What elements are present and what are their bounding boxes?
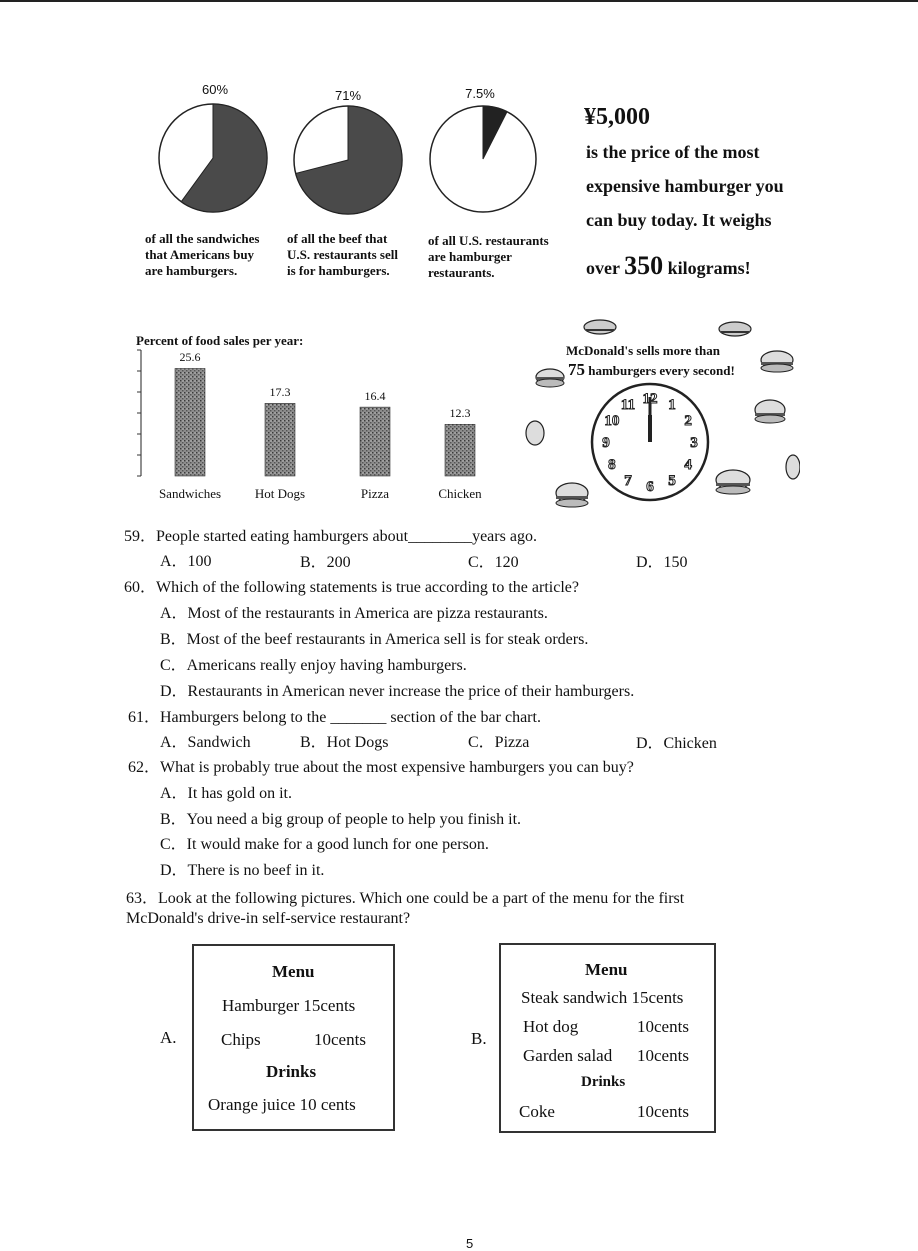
clock-number: 4 bbox=[684, 457, 692, 473]
clock-illustration bbox=[515, 315, 800, 515]
pie-2-caption-line: U.S. restaurants sell bbox=[287, 247, 398, 262]
pie-3 bbox=[426, 102, 540, 216]
clock-number: 6 bbox=[646, 479, 654, 495]
menu-b-item-2-price: 10cents bbox=[637, 1017, 689, 1036]
bar-value-label: 12.3 bbox=[449, 406, 471, 421]
hamburger-icon bbox=[719, 322, 751, 336]
mcd-number: 75 bbox=[568, 360, 585, 379]
hamburger-icon bbox=[556, 483, 588, 507]
question-63-line-1: 63．Look at the following pictures. Which one could be a part of the menu for the first bbox=[126, 890, 685, 907]
q59-option-a[interactable]: A．100 bbox=[160, 553, 212, 570]
pie-2-percent: 71% bbox=[334, 88, 362, 103]
q60-option-a[interactable]: A．Most of the restaurants in America are pizza restaurants. bbox=[160, 605, 548, 622]
bar-sandwiches bbox=[175, 368, 205, 476]
menu-a-letter[interactable]: A. bbox=[160, 1028, 177, 1047]
q60-option-b[interactable]: B．Most of the beef restaurants in America sell is for steak orders. bbox=[160, 631, 589, 648]
menu-b-letter[interactable]: B. bbox=[471, 1029, 487, 1048]
bar-chart-bars bbox=[175, 368, 475, 476]
pie-1 bbox=[155, 100, 271, 216]
q62-option-b[interactable]: B．You need a big group of people to help you finish it. bbox=[160, 811, 522, 828]
q62-option-d[interactable]: D．There is no beef in it. bbox=[160, 862, 325, 879]
menu-b-item-1: Steak sandwich 15cents bbox=[521, 988, 684, 1007]
menu-a-box[interactable] bbox=[192, 944, 395, 1131]
pie-3-caption-line: restaurants. bbox=[428, 265, 495, 280]
q61-option-a[interactable]: A．Sandwich bbox=[160, 734, 251, 751]
menu-a-drinks-heading: Drinks bbox=[266, 1062, 317, 1081]
hamburger-icon bbox=[716, 470, 750, 494]
menu-b-drinks-heading: Drinks bbox=[581, 1074, 626, 1090]
question-60: 60．Which of the following statements is true according to the article? bbox=[124, 579, 579, 596]
menu-b-item-4-name: Coke bbox=[519, 1102, 555, 1121]
price-line-4 bbox=[586, 249, 751, 285]
q61-option-b[interactable]: B．Hot Dogs bbox=[300, 734, 389, 751]
hamburger-icon bbox=[761, 351, 793, 372]
menu-b-item-3-price: 10cents bbox=[637, 1046, 689, 1065]
bar-category-label: Chicken bbox=[438, 486, 482, 501]
pie-1-caption bbox=[145, 231, 259, 279]
q59-option-b[interactable]: B．200 bbox=[300, 554, 351, 571]
menu-b-item-2-name: Hot dog bbox=[523, 1017, 579, 1036]
mcd-line-2-text: hamburgers every second! bbox=[585, 363, 735, 378]
mcd-line-1: McDonald's sells more than bbox=[566, 343, 720, 358]
menu-b-item-3-name: Garden salad bbox=[523, 1046, 613, 1065]
clock-number: 3 bbox=[690, 435, 698, 451]
top-border bbox=[0, 0, 918, 2]
pie-1-percent: 60% bbox=[201, 82, 229, 97]
q60-option-c[interactable]: C．Americans really enjoy having hamburgers. bbox=[160, 657, 467, 674]
hamburger-icon bbox=[755, 400, 785, 423]
q59-option-d[interactable]: D．150 bbox=[636, 554, 688, 571]
pie-3-caption-line: of all U.S. restaurants bbox=[428, 233, 549, 248]
bar-category-label: Hot Dogs bbox=[254, 486, 306, 501]
q60-option-d[interactable]: D．Restaurants in American never increase the price of their hamburgers. bbox=[160, 683, 635, 700]
pie-1-caption-line: of all the sandwiches bbox=[145, 231, 260, 246]
menu-a-title: Menu bbox=[272, 962, 315, 981]
pie-1-caption-line: are hamburgers. bbox=[145, 263, 238, 278]
q62-option-c[interactable]: C．It would make for a good lunch for one person. bbox=[160, 836, 489, 853]
clock-number: 8 bbox=[608, 457, 616, 473]
bar-chicken bbox=[445, 424, 475, 476]
menu-b-box[interactable] bbox=[499, 943, 716, 1133]
bar-chart-ticks bbox=[137, 350, 141, 476]
bar-category-label: Sandwiches bbox=[158, 486, 222, 501]
pie-2-caption-line: is for hamburgers. bbox=[287, 263, 390, 278]
hamburger-icon bbox=[526, 421, 544, 445]
price-line-4-post: kilograms! bbox=[663, 258, 751, 278]
pie-2 bbox=[290, 102, 406, 218]
bar-value-label: 17.3 bbox=[269, 385, 291, 400]
menu-b-title: Menu bbox=[585, 960, 628, 979]
question-63-line-2: McDonald's drive-in self-service restaurant? bbox=[126, 910, 411, 927]
menu-a-item-2-name: Chips bbox=[221, 1030, 261, 1049]
pie-2-caption bbox=[287, 231, 398, 279]
clock-number: 2 bbox=[684, 413, 692, 429]
menu-a-item-3: Orange juice 10 cents bbox=[208, 1095, 356, 1114]
bar-chart-title: Percent of food sales per year: bbox=[136, 333, 304, 348]
hamburger-icon bbox=[786, 455, 800, 479]
menu-b-item-4-price: 10cents bbox=[637, 1102, 689, 1121]
clock-number: 12 bbox=[642, 391, 658, 407]
q61-option-d[interactable]: D．Chicken bbox=[636, 735, 717, 752]
bar-value-label: 25.6 bbox=[179, 350, 201, 365]
pie-3-percent: 7.5% bbox=[465, 86, 495, 101]
price-weight-number: 350 bbox=[624, 251, 664, 280]
price-line-2: expensive hamburger you bbox=[586, 176, 784, 196]
clock-number: 7 bbox=[624, 473, 632, 490]
question-59: 59．People started eating hamburgers about________years ago. bbox=[124, 528, 537, 545]
menu-a-item-2-price: 10cents bbox=[314, 1030, 366, 1049]
menu-a-item-1: Hamburger 15cents bbox=[222, 996, 356, 1015]
price-amount: ¥5,000 bbox=[584, 104, 650, 130]
q61-option-c[interactable]: C．Pizza bbox=[468, 734, 530, 751]
clock-number: 10 bbox=[604, 413, 620, 429]
hamburger-icon bbox=[584, 320, 616, 334]
clock-number: 5 bbox=[668, 473, 676, 490]
price-line-4-pre: over bbox=[586, 258, 625, 278]
pie-3-caption-line: are hamburger bbox=[428, 249, 512, 264]
bar-pizza bbox=[360, 407, 390, 476]
clock-number: 11 bbox=[620, 396, 636, 413]
price-line-1: is the price of the most bbox=[586, 142, 760, 162]
page-number: 5 bbox=[466, 1236, 474, 1251]
hamburger-icon bbox=[536, 369, 564, 387]
q59-option-c[interactable]: C．120 bbox=[468, 554, 519, 571]
bar-hot-dogs bbox=[265, 403, 295, 476]
question-62: 62．What is probably true about the most expensive hamburgers you can buy? bbox=[128, 759, 634, 776]
clock-number: 9 bbox=[602, 435, 610, 451]
bar-category-label: Pizza bbox=[360, 486, 390, 501]
clock-number: 1 bbox=[668, 396, 676, 413]
question-61: 61．Hamburgers belong to the _______ section of the bar chart. bbox=[128, 709, 541, 726]
price-line-3: can buy today. It weighs bbox=[586, 210, 772, 230]
bar-value-label: 16.4 bbox=[364, 389, 386, 404]
pie-3-caption bbox=[428, 233, 549, 281]
pie-1-caption-line: that Americans buy bbox=[145, 247, 255, 262]
pie-2-caption-line: of all the beef that bbox=[287, 231, 388, 246]
q62-option-a[interactable]: A．It has gold on it. bbox=[160, 785, 292, 802]
